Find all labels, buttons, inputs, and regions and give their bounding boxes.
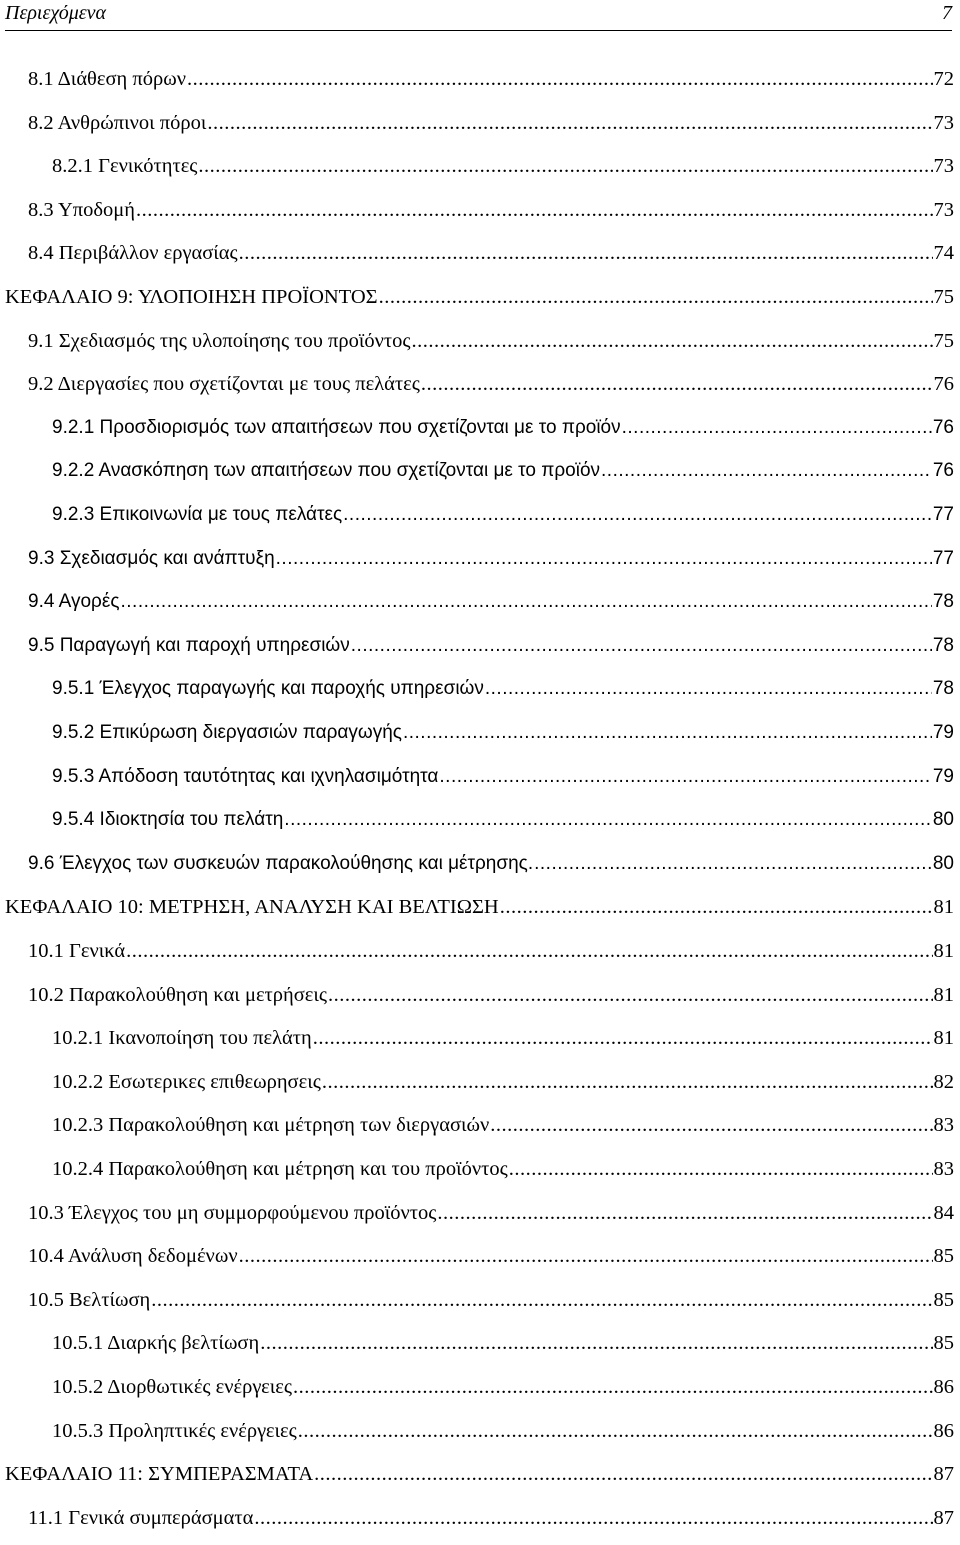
- toc-entry-label: 9.2.3 Επικοινωνία με τους πελάτες: [52, 504, 343, 525]
- toc-entry-page-number: 76: [932, 460, 954, 481]
- toc-entry[interactable]: [52, 1330, 954, 1356]
- toc-entry-page-number: 85: [933, 1289, 954, 1311]
- toc-entry[interactable]: [28, 240, 954, 266]
- toc-entry-label: 10.5 Βελτίωση: [28, 1289, 151, 1311]
- toc-entry[interactable]: [28, 197, 954, 223]
- toc-entry[interactable]: [28, 66, 954, 92]
- toc-entry-page-number: 79: [932, 722, 954, 743]
- toc-entry[interactable]: [52, 153, 954, 179]
- toc-entry-page-number: 78: [932, 591, 954, 612]
- toc-entry[interactable]: [5, 1461, 954, 1487]
- toc-dot-leader: [151, 1287, 932, 1313]
- toc-entry[interactable]: [28, 371, 954, 397]
- toc-entry-label: 9.2 Διεργασίες που σχετίζονται με τους πελάτες: [28, 373, 420, 395]
- toc-entry-page-number: 87: [933, 1463, 954, 1485]
- toc-dot-leader: [198, 153, 932, 179]
- toc-entry-page-number: 80: [932, 853, 954, 874]
- toc-dot-leader: [351, 633, 932, 659]
- toc-entry-page-number: 80: [932, 809, 954, 830]
- toc-entry[interactable]: [52, 720, 954, 746]
- toc-dot-leader: [254, 1505, 932, 1531]
- toc-entry[interactable]: [28, 982, 954, 1008]
- toc-dot-leader: [403, 720, 932, 746]
- toc-entry[interactable]: [5, 894, 954, 920]
- toc-dot-leader: [509, 1156, 933, 1182]
- toc-entry[interactable]: [52, 1374, 954, 1400]
- header-page-number: 7: [942, 2, 952, 24]
- toc-entry-page-number: 77: [932, 504, 954, 525]
- toc-entry-label: 10.2.3 Παρακολούθηση και μέτρηση των διεργασιών: [52, 1114, 490, 1136]
- toc-entry-label: 9.5.1 Έλεγχος παραγωγής και παροχής υπηρεσιών: [52, 678, 484, 699]
- toc-dot-leader: [328, 982, 932, 1008]
- toc-dot-leader: [343, 502, 932, 528]
- toc-dot-leader: [601, 458, 932, 484]
- toc-dot-leader: [120, 589, 931, 615]
- toc-entry-label: 10.5.3 Προληπτικές ενέργειες: [52, 1420, 297, 1442]
- toc-dot-leader: [207, 110, 932, 136]
- toc-entry-page-number: 81: [933, 940, 954, 962]
- toc-entry-page-number: 82: [933, 1071, 954, 1093]
- toc-entry[interactable]: [28, 1243, 954, 1269]
- toc-dot-leader: [322, 1069, 933, 1095]
- toc-entry-page-number: 81: [933, 1027, 954, 1049]
- toc-entry-label: 9.4 Αγορές: [28, 591, 120, 612]
- toc-entry[interactable]: [52, 458, 954, 484]
- toc-entry-page-number: 81: [933, 984, 954, 1006]
- toc-entry[interactable]: [52, 764, 954, 790]
- toc-entry-label: 10.3 Έλεγχος του μη συμμορφούμενου προϊόντος: [28, 1202, 437, 1224]
- toc-entry[interactable]: [28, 1505, 954, 1531]
- toc-entry-label: 9.2.2 Ανασκόπηση των απαιτήσεων που σχετίζονται με το προϊόν: [52, 460, 601, 481]
- toc-dot-leader: [293, 1374, 933, 1400]
- toc-dot-leader: [313, 1025, 933, 1051]
- toc-entry-page-number: 73: [933, 199, 954, 221]
- toc-entry-page-number: 83: [933, 1114, 954, 1136]
- toc-entry-page-number: 78: [932, 678, 954, 699]
- toc-dot-leader: [490, 1112, 932, 1138]
- toc-entry[interactable]: [28, 633, 954, 659]
- toc-entry[interactable]: [28, 546, 954, 572]
- toc-entry-page-number: 73: [933, 155, 954, 177]
- toc-entry-label: ΚΕΦΑΛΑΙΟ 9: ΥΛΟΠΟΙΗΣΗ ΠΡΟΪΟΝΤΟΣ: [5, 286, 378, 308]
- toc-entry-label: 10.5.1 Διαρκής βελτίωση: [52, 1332, 260, 1354]
- toc-entry[interactable]: [52, 676, 954, 702]
- toc-entry-page-number: 78: [932, 635, 954, 656]
- toc-entry[interactable]: [28, 851, 954, 877]
- toc-entry-page-number: 76: [932, 417, 954, 438]
- toc-entry-page-number: 72: [933, 68, 954, 90]
- toc-entry-page-number: 73: [933, 112, 954, 134]
- toc-dot-leader: [136, 197, 932, 223]
- toc-entry[interactable]: [52, 415, 954, 441]
- toc-entry-label: ΚΕΦΑΛΑΙΟ 10: ΜΕΤΡΗΣΗ, ΑΝΑΛΥΣΗ ΚΑΙ ΒΕΛΤΙΩΣΗ: [5, 896, 499, 918]
- toc-entry-label: ΚΕΦΑΛΑΙΟ 11: ΣΥΜΠΕΡΑΣΜΑΤΑ: [5, 1463, 314, 1485]
- toc-entry-label: 10.2 Παρακολούθηση και μετρήσεις: [28, 984, 328, 1006]
- toc-entry-page-number: 81: [933, 896, 954, 918]
- toc-entry-page-number: 85: [933, 1332, 954, 1354]
- toc-dot-leader: [411, 328, 932, 354]
- toc-dot-leader: [485, 676, 932, 702]
- toc-entry[interactable]: [28, 589, 954, 615]
- toc-entry[interactable]: [52, 1156, 954, 1182]
- toc-dot-leader: [437, 1200, 932, 1226]
- toc-entry-label: 9.1 Σχεδιασμός της υλοποίησης του προϊόντος: [28, 330, 411, 352]
- toc-entry-label: 10.2.2 Εσωτερικες επιθεωρησεις: [52, 1071, 321, 1093]
- toc-entry-label: 8.1 Διάθεση πόρων: [28, 68, 186, 90]
- toc-entry-label: 10.2.4 Παρακολούθηση και μέτρηση και του προϊόντος: [52, 1158, 508, 1180]
- toc-entry-label: 9.3 Σχεδιασμός και ανάπτυξη: [28, 548, 275, 569]
- toc-dot-leader: [126, 938, 932, 964]
- toc-dot-leader: [187, 66, 933, 92]
- toc-entry-page-number: 75: [933, 330, 954, 352]
- toc-entry[interactable]: [28, 1287, 954, 1313]
- toc-entry-page-number: 86: [933, 1376, 954, 1398]
- toc-entry-page-number: 85: [933, 1245, 954, 1267]
- toc-dot-leader: [622, 415, 932, 441]
- toc-entry-label: 8.3 Υποδομή: [28, 199, 136, 221]
- toc-entry-page-number: 84: [933, 1202, 954, 1224]
- toc-entry-page-number: 86: [933, 1420, 954, 1442]
- toc-dot-leader: [379, 284, 933, 310]
- toc-entry-page-number: 75: [933, 286, 954, 308]
- toc-entry-page-number: 77: [932, 548, 954, 569]
- toc-entry[interactable]: [28, 1200, 954, 1226]
- toc-entry-label: 8.2 Ανθρώπινοι πόροι: [28, 112, 207, 134]
- toc-dot-leader: [314, 1461, 932, 1487]
- toc-entry-page-number: 87: [933, 1507, 954, 1529]
- toc-entry-page-number: 83: [933, 1158, 954, 1180]
- toc-dot-leader: [439, 764, 931, 790]
- toc-dot-leader: [298, 1418, 933, 1444]
- toc-entry[interactable]: [52, 1025, 954, 1051]
- toc-entry-label: 10.5.2 Διορθωτικές ενέργειες: [52, 1376, 292, 1398]
- toc-entry-label: 10.2.1 Ικανοποίηση του πελάτη: [52, 1027, 312, 1049]
- toc-entry[interactable]: [28, 328, 954, 354]
- toc-entry[interactable]: [52, 1418, 954, 1444]
- toc-entry[interactable]: [28, 938, 954, 964]
- toc-entry[interactable]: [52, 1069, 954, 1095]
- toc-dot-leader: [534, 851, 932, 877]
- header-title: Περιεχόμενα: [5, 2, 107, 24]
- toc-entry-label: 9.5.4 Ιδιοκτησία του πελάτη: [52, 809, 284, 830]
- toc-entry-label: 10.1 Γενικά: [28, 940, 126, 962]
- toc-dot-leader: [500, 894, 933, 920]
- toc-entry-label: 9.5.2 Επικύρωση διεργασιών παραγωγής: [52, 722, 402, 743]
- toc-dot-leader: [284, 807, 932, 833]
- toc-entry-page-number: 79: [932, 766, 954, 787]
- toc-entry-label: 9.5 Παραγωγή και παροχή υπηρεσιών: [28, 635, 350, 656]
- toc-entry-label: 9.6 Έλεγχος των συσκευών παρακολούθησης και μέτρησης.: [28, 853, 534, 874]
- toc-dot-leader: [276, 546, 932, 572]
- toc-entry-label: 8.4 Περιβάλλον εργασίας: [28, 242, 238, 264]
- toc-entry-page-number: 74: [933, 242, 954, 264]
- toc-entry-label: 11.1 Γενικά συμπεράσματα: [28, 1507, 254, 1529]
- toc-dot-leader: [239, 1243, 933, 1269]
- toc-entry-label: 9.2.1 Προσδιορισμός των απαιτήσεων που σχετίζονται με το προϊόν: [52, 417, 621, 438]
- page-header: [5, 0, 952, 31]
- toc-dot-leader: [421, 371, 933, 397]
- toc-entry[interactable]: [52, 1112, 954, 1138]
- toc-dot-leader: [239, 240, 933, 266]
- toc-entry-page-number: 76: [933, 373, 954, 395]
- toc-entry-label: 8.2.1 Γενικότητες: [52, 155, 198, 177]
- toc-dot-leader: [260, 1330, 932, 1356]
- toc-entry[interactable]: [52, 502, 954, 528]
- toc-entry[interactable]: [5, 284, 954, 310]
- toc-entry-label: 9.5.3 Απόδοση ταυτότητας και ιχνηλασιμότητα: [52, 766, 439, 787]
- toc-entry[interactable]: [28, 110, 954, 136]
- toc-entry-label: 10.4 Ανάλυση δεδομένων: [28, 1245, 238, 1267]
- toc-entry[interactable]: [52, 807, 954, 833]
